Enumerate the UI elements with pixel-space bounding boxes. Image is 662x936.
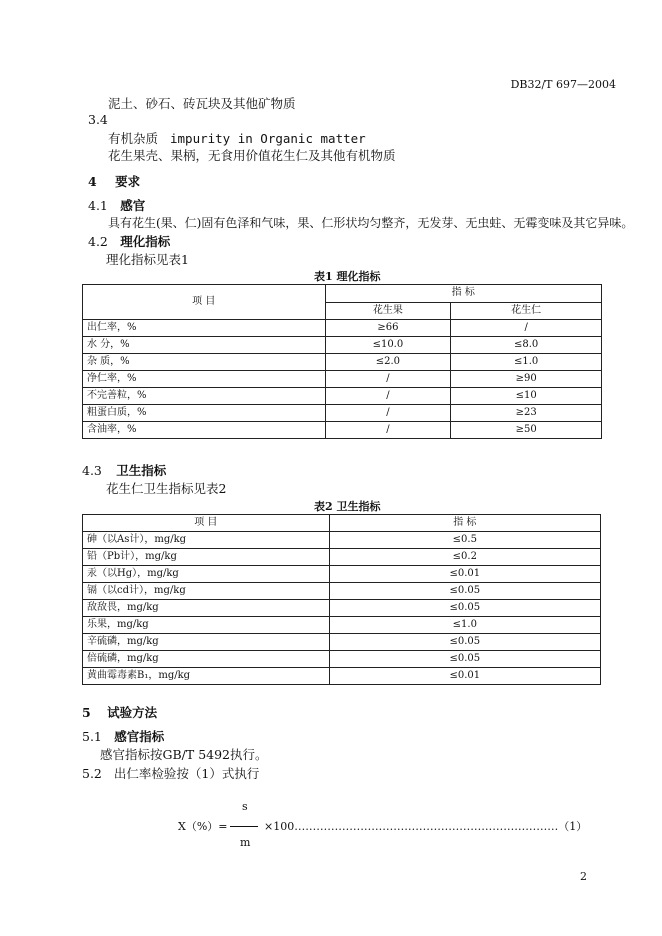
section-4-2-body: 理化指标见表1 (106, 252, 189, 267)
section-title: 要求 (115, 174, 141, 189)
row-value: ≤0.05 (329, 634, 600, 651)
row-item: 出仁率，% (83, 320, 326, 337)
row-kernel: ≥23 (451, 405, 602, 422)
row-item: 杂 质，% (83, 354, 326, 371)
row-fruit: / (325, 371, 451, 388)
section-4-2-heading (88, 232, 170, 250)
row-fruit: ≤2.0 (325, 354, 451, 371)
row-kernel: / (451, 320, 602, 337)
row-item: 辛硫磷，mg/kg (83, 634, 330, 651)
table-row (83, 354, 602, 371)
row-item: 粗蛋白质，% (83, 405, 326, 422)
section-3-4-term (108, 129, 366, 147)
table-row (83, 583, 601, 600)
section-number: 5 (82, 705, 91, 720)
section-5-2-heading (82, 764, 259, 782)
table-row (83, 651, 601, 668)
row-value: ≤1.0 (329, 617, 600, 634)
formula-rhs: ×100………………………………………………………………（1） (264, 820, 588, 833)
row-kernel: ≤1.0 (451, 354, 602, 371)
section-title: 出仁率检验按（1）式执行 (113, 766, 260, 781)
row-fruit: ≥66 (325, 320, 451, 337)
table-row (83, 549, 601, 566)
row-kernel: ≤8.0 (451, 337, 602, 354)
row-value: ≤0.01 (329, 566, 600, 583)
section-4-1-heading (88, 196, 145, 214)
table1-caption: 表1 理化指标 (314, 270, 381, 283)
table2-header-index: 指 标 (329, 515, 600, 532)
table1-header-fruit: 花生果 (325, 302, 451, 320)
section-number: 5.1 (82, 729, 102, 744)
section-5-1-body: 感官指标按GB/T 5492执行。 (100, 747, 268, 762)
row-kernel: ≥50 (451, 422, 602, 439)
formula-numerator: s (242, 800, 248, 813)
table1-header-index: 指 标 (325, 285, 601, 303)
section-title: 卫生指标 (116, 463, 167, 478)
section-3-4-definition: 花生果壳、果柄，无食用价值花生仁及其他有机物质 (108, 148, 396, 163)
row-item: 镉（以cd计），mg/kg (83, 583, 330, 600)
table-row (83, 668, 601, 685)
table-row (83, 405, 602, 422)
section-4-3-heading (82, 461, 166, 479)
section-5-heading (82, 703, 157, 721)
table-row (83, 320, 602, 337)
table1 (82, 284, 602, 439)
row-fruit: / (325, 405, 451, 422)
row-fruit: / (325, 422, 451, 439)
row-item: 净仁率，% (83, 371, 326, 388)
table-row (83, 371, 602, 388)
row-item: 倍硫磷，mg/kg (83, 651, 330, 668)
section-3-4-number: 3.4 (88, 112, 108, 127)
fraction-bar (230, 826, 258, 827)
section-number: 4.2 (88, 234, 108, 249)
section-title: 试验方法 (107, 705, 158, 720)
section-4-3-body: 花生仁卫生指标见表2 (106, 481, 227, 496)
row-fruit: ≤10.0 (325, 337, 451, 354)
table-row (83, 600, 601, 617)
table-row (83, 337, 602, 354)
table-row (83, 532, 601, 549)
mineral-definition: 泥土、砂石、砖瓦块及其他矿物质 (108, 96, 296, 111)
row-fruit: / (325, 388, 451, 405)
term-en: impurity in Organic matter (170, 131, 366, 146)
row-item: 水 分，% (83, 337, 326, 354)
formula-denominator: m (240, 836, 251, 849)
table1-header-kernel: 花生仁 (451, 302, 602, 320)
table-row (83, 388, 602, 405)
table-row (83, 422, 602, 439)
section-number: 5.2 (82, 766, 102, 781)
section-number: 4 (88, 174, 97, 189)
row-item: 敌敌畏，mg/kg (83, 600, 330, 617)
section-4-1-body: 具有花生(果、仁)固有色泽和气味，果、仁形状均匀整齐，无发芽、无虫蛀、无霉变味及其它异味。 (108, 216, 634, 230)
section-title: 理化指标 (120, 234, 171, 249)
row-value: ≤0.05 (329, 600, 600, 617)
section-4-heading (88, 172, 140, 190)
document-code: DB32/T 697—2004 (510, 78, 616, 91)
section-number: 4.1 (88, 198, 108, 213)
row-item: 砷（以As计），mg/kg (83, 532, 330, 549)
row-item: 乐果，mg/kg (83, 617, 330, 634)
section-title: 感官指标 (114, 729, 165, 744)
page-number: 2 (580, 870, 587, 883)
row-item: 含油率，% (83, 422, 326, 439)
row-kernel: ≤10 (451, 388, 602, 405)
section-number: 4.3 (82, 463, 102, 478)
row-value: ≤0.05 (329, 583, 600, 600)
formula-lhs: X（%）= (178, 820, 228, 833)
table-row (83, 634, 601, 651)
row-value: ≤0.5 (329, 532, 600, 549)
table2-header-item: 项 目 (83, 515, 330, 532)
row-item: 铅（Pb计），mg/kg (83, 549, 330, 566)
table2-caption: 表2 卫生指标 (314, 500, 381, 513)
row-item: 汞（以Hg），mg/kg (83, 566, 330, 583)
table-row (83, 566, 601, 583)
row-item: 黄曲霉毒素B₁，mg/kg (83, 668, 330, 685)
row-kernel: ≥90 (451, 371, 602, 388)
table2 (82, 514, 601, 685)
row-value: ≤0.2 (329, 549, 600, 566)
row-value: ≤0.01 (329, 668, 600, 685)
section-title: 感官 (120, 198, 146, 213)
table1-header-item: 项 目 (83, 285, 326, 320)
term-zh: 有机杂质 (108, 131, 159, 146)
row-value: ≤0.05 (329, 651, 600, 668)
table-row (83, 617, 601, 634)
row-item: 不完善粒，% (83, 388, 326, 405)
section-5-1-heading (82, 727, 164, 745)
